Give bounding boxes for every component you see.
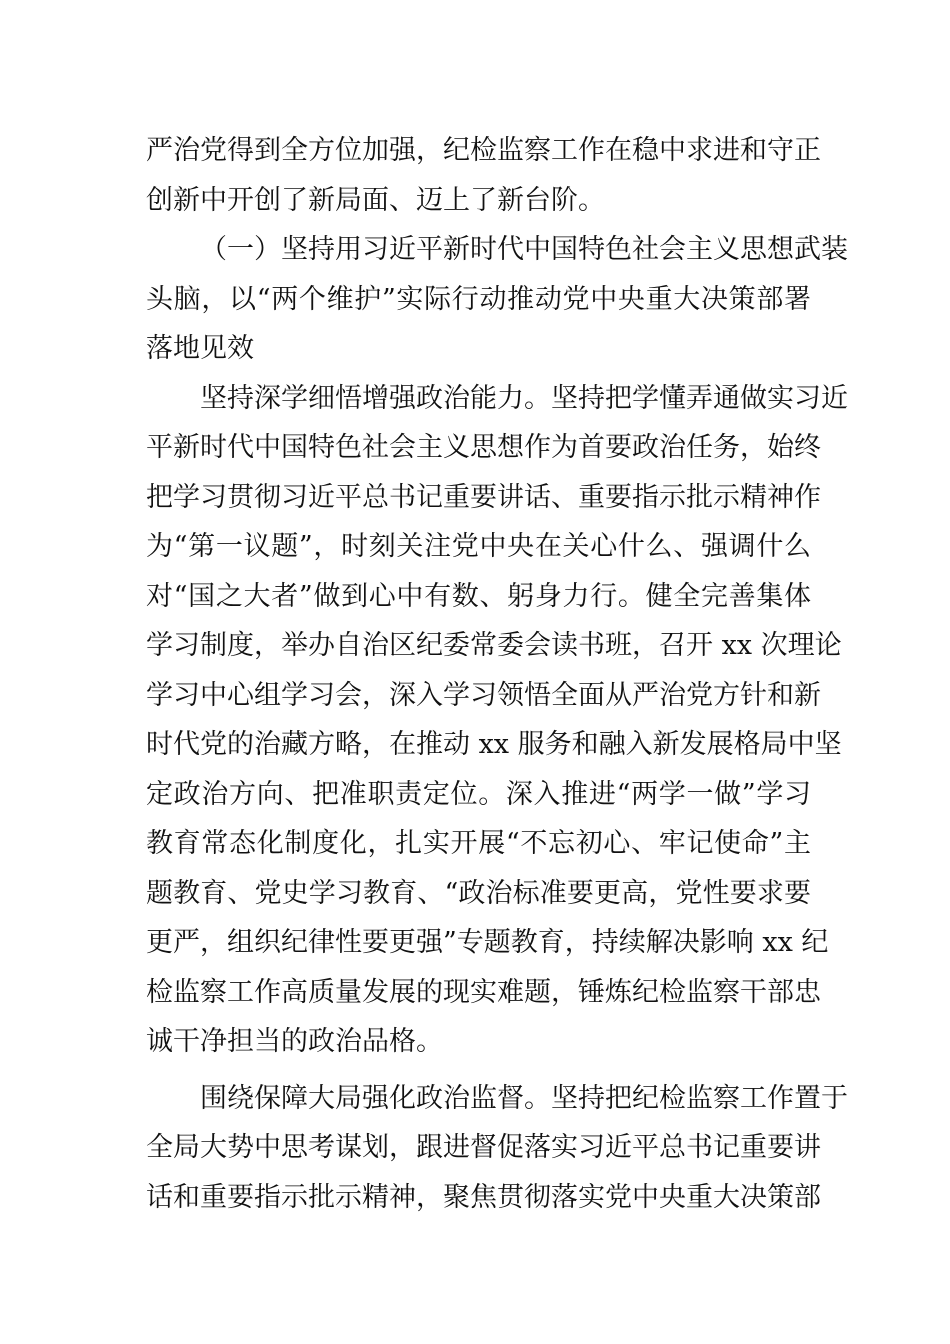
text-line: 学习制度，举办自治区纪委常委会读书班，召开 xx 次理论 — [146, 630, 842, 661]
text-line: 严治党得到全方位加强，纪检监察工作在稳中求进和守正 — [146, 135, 821, 166]
text-line: 检监察工作高质量发展的现实难题，锤炼纪检监察干部忠 — [146, 976, 821, 1008]
document-body — [146, 126, 848, 1222]
heading-line: （一）坚持用习近平新时代中国特色社会主义思想武装 — [200, 234, 848, 265]
text-line: 围绕保障大局强化政治监督。坚持把纪检监察工作置于 — [200, 1082, 848, 1114]
text-line: 诚干净担当的政治品格。 — [146, 1026, 443, 1057]
text-line: 平新时代中国特色社会主义思想作为首要政治任务，始终 — [146, 432, 821, 463]
text-line: 为“第一议题”，时刻关注党中央在关心什么、强调什么 — [146, 531, 811, 562]
paragraph-continuation — [146, 126, 821, 225]
text-line: 坚持深学细悟增强政治能力。坚持把学懂弄通做实习近 — [200, 382, 848, 414]
text-line: 话和重要指示批示精神，聚焦贯彻落实党中央重大决策部 — [146, 1181, 821, 1213]
heading-line: 落地见效 — [146, 333, 254, 364]
text-line: 学习中心组学习会，深入学习领悟全面从严治党方针和新 — [146, 679, 821, 711]
text-line: 时代党的治藏方略，在推动 xx 服务和融入新发展格局中坚 — [146, 729, 842, 760]
text-line: 对“国之大者”做到心中有数、躬身力行。健全完善集体 — [146, 580, 811, 612]
text-line: 定政治方向、把准职责定位。深入推进“两学一做”学习 — [146, 778, 811, 810]
paragraph-political-supervision — [146, 1074, 848, 1223]
heading-line: 头脑，以“两个维护”实际行动推动党中央重大决策部署 — [146, 283, 811, 315]
text-line: 题教育、党史学习教育、“政治标准要更高，党性要求要 — [146, 877, 811, 909]
text-line: 更严，组织纪律性要更强”专题教育，持续解决影响 xx 纪 — [146, 927, 829, 958]
text-line: 全局大势中思考谋划，跟进督促落实习近平总书记重要讲 — [146, 1132, 821, 1163]
text-line: 教育常态化制度化，扎实开展“不忘初心、牢记使命”主 — [146, 828, 811, 859]
text-line: 创新中开创了新局面、迈上了新台阶。 — [146, 184, 605, 216]
text-line: 把学习贯彻习近平总书记重要讲话、重要指示批示精神作 — [146, 481, 821, 513]
paragraph-political-ability — [146, 374, 848, 1067]
section-heading — [146, 225, 848, 374]
